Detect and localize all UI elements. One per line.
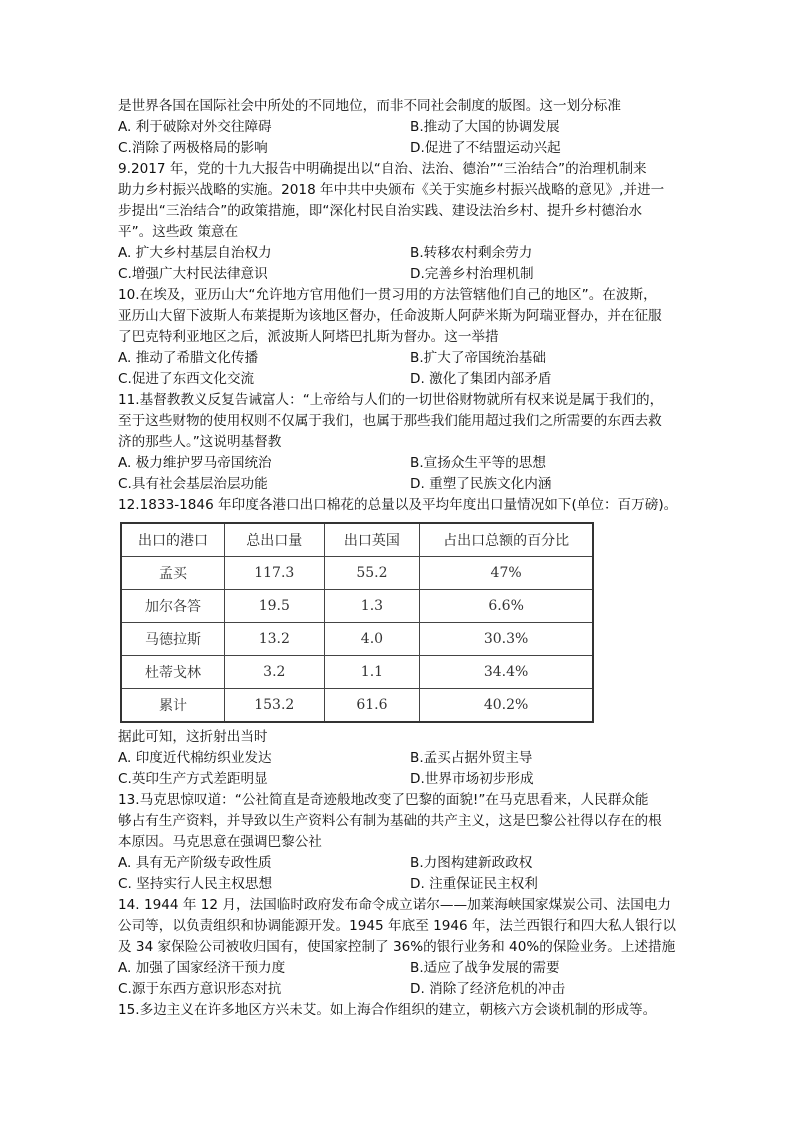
q9-stem-line-1: 9.2017 年，党的十九大报告中明确提出以“自治、法治、德治”“三治结合”的治理机制来	[118, 161, 647, 177]
q10-options-row-1	[118, 348, 678, 369]
table-cell: 6.6%	[420, 590, 593, 623]
table-header-percent: 占出口总额的百分比	[420, 523, 593, 557]
q11-option-a: A. 极力维护罗马帝国统治	[118, 455, 272, 471]
table-row	[121, 689, 593, 723]
q13-stem-line-2: 够占有生产资料，并导致以生产资料公有制为基础的共产主义，这是巴黎公社得以存在的根	[118, 813, 662, 829]
table-cell: 孟买	[121, 557, 224, 590]
table-cell: 3.2	[224, 656, 324, 689]
q12-options-row-1	[118, 748, 678, 769]
q10-stem-line-1: 10.在埃及，亚历山大“允许地方官用他们一贯习用的方法管辖他们自己的地区”。在波斯，	[118, 287, 657, 303]
table-header-port: 出口的港口	[121, 523, 224, 557]
table-cell: 19.5	[224, 590, 324, 623]
table-cell: 55.2	[324, 557, 420, 590]
table-cell: 杜蒂戈林	[121, 656, 224, 689]
q11-stem-line-1: 11.基督教教义反复告诫富人：“上帝给与人们的一切世俗财物就所有权来说是属于我们的，	[118, 392, 664, 408]
q14-option-b: B.适应了战争发展的需要	[410, 960, 560, 976]
q12-option-c: C.英印生产方式差距明显	[118, 771, 268, 787]
q9-option-c: C.增强广大村民法律意识	[118, 266, 268, 282]
table-cell: 47%	[420, 557, 593, 590]
q14-option-d: D. 消除了经济危机的冲击	[410, 981, 566, 997]
q8-option-a: A. 利于破除对外交往障碍	[118, 119, 272, 135]
q9-options-row-2	[118, 264, 678, 285]
table-cell: 加尔各答	[121, 590, 224, 623]
q8-option-d: D.促进了不结盟运动兴起	[410, 140, 561, 156]
q14-options-row-1	[118, 958, 678, 979]
exam-page	[118, 96, 678, 1021]
q9-stem-line-3: 步提出“三治结合”的政策措施，即“深化村民自治实践、建设法治乡村、提升乡村德治水	[118, 203, 643, 219]
q8-options-row-2	[118, 138, 678, 159]
q9-option-d: D.完善乡村治理机制	[410, 266, 534, 282]
table-cell: 40.2%	[420, 689, 593, 723]
table-header-total: 总出口量	[224, 523, 324, 557]
table-cell: 61.6	[324, 689, 420, 723]
q12-option-b: B.孟买占据外贸主导	[410, 750, 533, 766]
q14-option-a: A. 加强了国家经济干预力度	[118, 960, 286, 976]
q8-option-b: B.推动了大国的协调发展	[410, 119, 560, 135]
table-cell: 153.2	[224, 689, 324, 723]
q12-after: 据此可知，这折射出当时	[118, 729, 268, 745]
q9-stem-line-4: 平”。这些政 策意在	[118, 224, 239, 240]
q13-stem-line-3: 本原因。马克思意在强调巴黎公社	[118, 834, 322, 850]
q10-stem-line-3: 了巴克特利亚地区之后，派波斯人阿塔巴扎斯为督办。这一举措	[118, 329, 499, 345]
table-cell: 1.1	[324, 656, 420, 689]
q9-options-row-1	[118, 243, 678, 264]
table-cell: 1.3	[324, 590, 420, 623]
q11-stem-line-3: 济的那些人。”这说明基督教	[118, 434, 282, 450]
q14-option-c: C.源于东西方意识形态对抗	[118, 981, 282, 997]
q15-stem-line-1: 15.多边主义在许多地区方兴未艾。如上海合作组织的建立，朝核六方会谈机制的形成等。	[118, 1002, 657, 1018]
q9-option-a: A. 扩大乡村基层自治权力	[118, 245, 272, 261]
q11-option-b: B.宣扬众生平等的思想	[410, 455, 546, 471]
q12-stem: 12.1833-1846 年印度各港口出口棉花的总量以及平均年度出口量情况如下(单位：百万磅)。	[118, 497, 678, 513]
cotton-export-table	[120, 522, 594, 723]
q14-stem-line-3: 及 34 家保险公司被收归国有，使国家控制了 36%的银行业务和 40%的保险业务。上述措施	[118, 939, 676, 955]
q14-options-row-2	[118, 979, 678, 1000]
q10-option-d: D. 激化了集团内部矛盾	[410, 371, 552, 387]
q9-option-b: B.转移农村剩余劳力	[410, 245, 533, 261]
q12-table-wrapper	[120, 522, 678, 723]
table-row	[121, 557, 593, 590]
table-cell: 30.3%	[420, 623, 593, 656]
table-row	[121, 623, 593, 656]
q8-option-c: C.消除了两极格局的影响	[118, 140, 268, 156]
q10-options-row-2	[118, 369, 678, 390]
q12-option-d: D.世界市场初步形成	[410, 771, 534, 787]
q13-stem-line-1: 13.马克思惊叹道：“公社简直是奇迹般地改变了巴黎的面貌!”在马克思看来，人民群众能	[118, 792, 649, 808]
q10-option-a: A. 推动了希腊文化传播	[118, 350, 259, 366]
q11-options-row-1	[118, 453, 678, 474]
q13-option-c: C. 坚持实行人民主权思想	[118, 876, 273, 892]
table-header-to-britain: 出口英国	[324, 523, 420, 557]
q10-option-b: B.扩大了帝国统治基础	[410, 350, 546, 366]
table-cell: 累计	[121, 689, 224, 723]
q13-option-d: D. 注重保证民主权利	[410, 876, 538, 892]
q11-options-row-2	[118, 474, 678, 495]
q10-option-c: C.促进了东西文化交流	[118, 371, 255, 387]
q14-stem-line-2: 公司等，以负责组织和协调能源开发。1945 年底至 1946 年，法兰西银行和四大私人银行以	[118, 918, 676, 934]
q13-option-a: A. 具有无产阶级专政性质	[118, 855, 272, 871]
table-cell: 117.3	[224, 557, 324, 590]
intro-line: 是世界各国在国际社会中所处的不同地位，而非不同社会制度的版图。这一划分标准	[118, 98, 621, 114]
q13-options-row-1	[118, 853, 678, 874]
q13-option-b: B.力图构建新政政权	[410, 855, 533, 871]
q9-stem-line-2: 助力乡村振兴战略的实施。2018 年中共中央颁布《关于实施乡村振兴战略的意见》,并进一	[118, 182, 665, 198]
table-cell: 4.0	[324, 623, 420, 656]
table-header-row	[121, 523, 593, 557]
table-cell: 13.2	[224, 623, 324, 656]
q11-stem-line-2: 至于这些财物的使用权则不仅属于我们，也属于那些我们能用超过我们之所需要的东西去救	[118, 413, 662, 429]
table-cell: 马德拉斯	[121, 623, 224, 656]
table-cell: 34.4%	[420, 656, 593, 689]
q14-stem-line-1: 14. 1944 年 12 月，法国临时政府发布命令成立诺尔——加莱海峡国家煤炭公司、法国电力	[118, 897, 671, 913]
q12-option-a: A. 印度近代棉纺织业发达	[118, 750, 272, 766]
q13-options-row-2	[118, 874, 678, 895]
q11-option-d: D. 重塑了民族文化内涵	[410, 476, 552, 492]
q11-option-c: C.具有社会基层治层功能	[118, 476, 268, 492]
q8-options-row-1	[118, 117, 678, 138]
q10-stem-line-2: 亚历山大留下波斯人布莱提斯为该地区督办，任命波斯人阿萨米斯为阿瑞亚督办，并在征服	[118, 308, 662, 324]
table-row	[121, 590, 593, 623]
table-row	[121, 656, 593, 689]
q12-options-row-2	[118, 769, 678, 790]
